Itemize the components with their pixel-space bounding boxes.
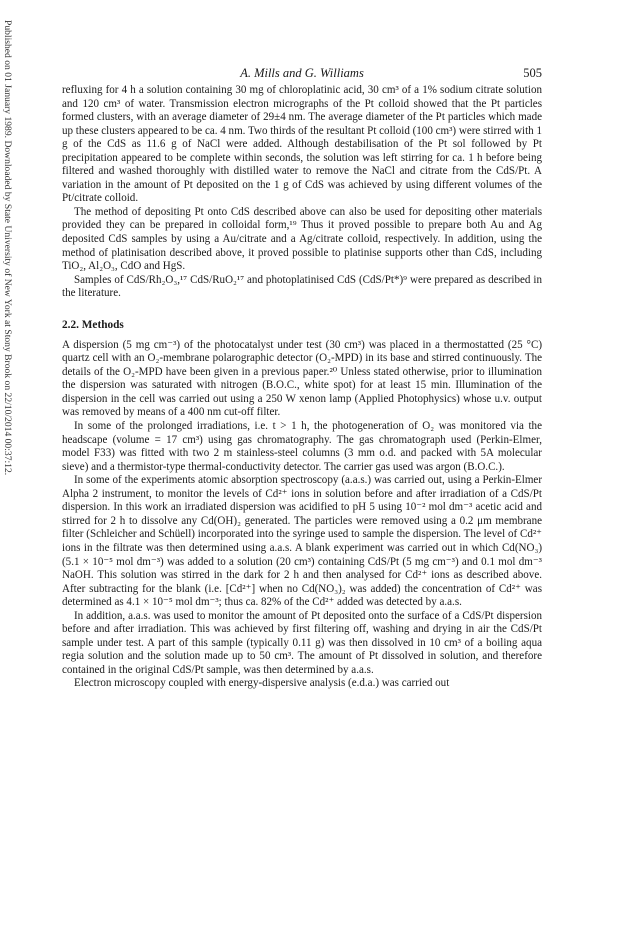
- download-stamp: [2, 20, 14, 900]
- journal-page: [62, 66, 542, 691]
- running-title: A. Mills and G. Williams: [240, 66, 364, 80]
- paragraph-atomic-absorption: In some of the experiments atomic absorption spectroscopy (a.a.s.) was carried out, using a Perkin-Elmer Alpha 2 instrument, to monitor the levels of Cd²⁺ ions in solution before and after irradiation of a CdS/Pt dispersion. In this work an irradiated dispersion was acidified to pH 5 using 10⁻² mol dm⁻³ acetic acid and stirred for 2 h to dissolve any Cd(OH)₂ generated. The particles were removed using a 0.2 μm membrane filter (Schleicher and Schüell) incorporated into the syringe used to sample the dispersion. The level of Cd²⁺ ions in the filtrate was then determined using a.a.s. A blank experiment was carried out in which Cd(NO₃) (5.1 × 10⁻⁵ mol dm⁻³) was added to a solution (20 cm³) containing CdS/Pt (5 mg cm⁻³) and 0.1 mol dm⁻³ NaOH. This solution was stirred in the dark for 2 h and then analysed for Cd²⁺ ions as described above. After subtracting for the blank (i.e. [Cd²⁺] when no Cd(NO₃)₂ was added) the concentration of Cd²⁺ was determined as 4.1 × 10⁻⁵ mol dm⁻³; thus ca. 82% of the Cd²⁺ added was detected by a.a.s.: [62, 474, 542, 609]
- paragraph-literature-samples: Samples of CdS/Rh₂O₃,¹⁷ CdS/RuO₂¹⁷ and photoplatinised CdS (CdS/Pt*)⁹ were prepared as described in the literature.: [62, 273, 542, 300]
- paragraph-dispersion-setup: A dispersion (5 mg cm⁻³) of the photocatalyst under test (30 cm³) was placed in a thermostatted (25 °C) quartz cell with an O₂-membrane polarographic detector (O₂-MPD) in its base and stirred continuously. The details of the O₂-MPD have been given in a previous paper.²⁰ Unless stated otherwise, prior to illumination the dispersion was saturated with nitrogen (B.O.C., white spot) for at least 15 min. Illumination of the dispersion in the cell was carried out using a 250 W xenon lamp (Applied Photophysics) whose u.v. output was removed by means of a 400 nm cut-off filter.: [62, 338, 542, 419]
- paragraph-other-deposits: The method of depositing Pt onto CdS described above can also be used for depositing other materials provided they can be prepared in colloidal form,¹⁹ Thus it proved possible to prepare both Au and Ag deposited CdS samples by using a Au/citrate and a Ag/citrate colloid, respectively. In addition, using the method of platinisation described above, it proved possible to platinise supports other than CdS, including TiO₂, Al₂O₃, CdO and HgS.: [62, 205, 542, 273]
- page-number: 505: [523, 66, 542, 80]
- section-heading-methods: 2.2. Methods: [62, 318, 124, 331]
- paragraph-colloid-preparation: refluxing for 4 h a solution containing 30 mg of chloroplatinic acid, 30 cm³ of a 1% sodium citrate solution and 120 cm³ of water. Transmission electron micrographs of the Pt colloid showed that the Pt particles formed clusters, with an average diameter of 29±4 nm. The average diameter of the Pt particles which made up these clusters appeared to be ca. 4 nm. Two thirds of the resultant Pt colloid (100 cm³) were stirred with 1 g of the CdS as 11.6 g of NaCl were added. Although destabilisation of the Pt sol followed by Pt precipitation appeared to be complete within seconds, the solution was left stirring for ca. 1 h before being filtered and washed thoroughly with distilled water to remove the NaCl and citrate from the CdS/Pt. A variation in the amount of Pt deposited on the 1 g of CdS was achieved by using different volumes of the Pt/citrate colloid.: [62, 84, 542, 205]
- download-stamp-text: Published on 01 January 1989. Downloaded by State University of New York at Stony Brook on 22/10/2014 00:37:12.: [2, 20, 13, 476]
- paragraph-electron-microscopy: Electron microscopy coupled with energy-dispersive analysis (e.d.a.) was carried out: [74, 677, 450, 690]
- paragraph-pt-determination: In addition, a.a.s. was used to monitor the amount of Pt deposited onto the surface of a CdS/Pt dispersion before and after irradiation. This was achieved by first filtering off, washing and drying in air the CdS/Pt sample under test. A part of this sample (typically 0.11 g) was then dissolved in 10 cm³ of a boiling aqua regia solution and the solution made up to 50 cm³. The amount of Pt dissolved in solution, and therefore contained in the original CdS/Pt sample, was then determined by a.a.s.: [62, 609, 542, 676]
- paragraph-gas-chromatography: In some of the prolonged irradiations, i.e. t > 1 h, the photogeneration of O₂ was monitored via the headscape (volume = 17 cm³) using gas chromatography. The gas chromatograph used (Perkin-Elmer, model F33) was fitted with two 2 m stainless-steel columns (3 mm o.d. and packed with 5A molecular sieve) and a thermistor-type thermal-conductivity detector. The carrier gas used was argon (B.O.C.).: [62, 420, 542, 473]
- page-header: [62, 66, 542, 84]
